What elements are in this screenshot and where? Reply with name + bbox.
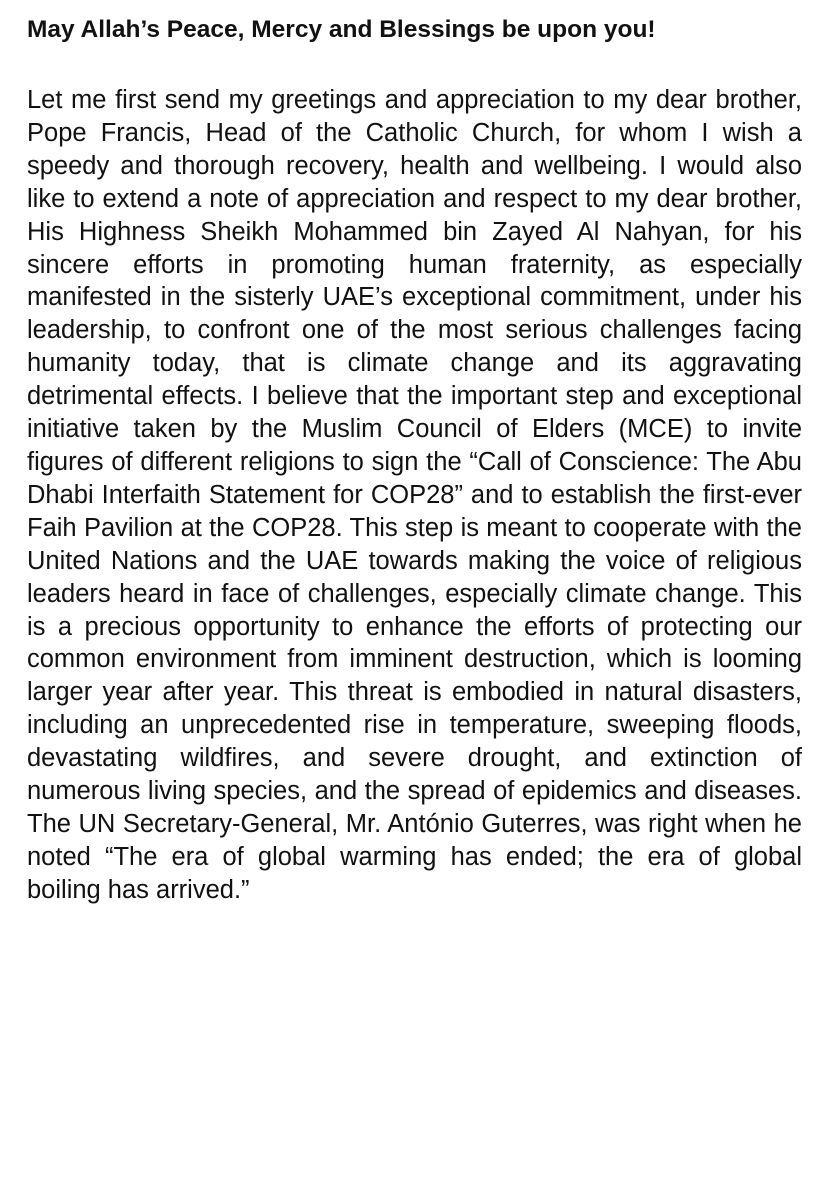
- statement-paragraph: Let me first send my greetings and appreciation to my dear brother, Pope Francis, Head of the Catholic Church, for whom I wish a speedy and thorough recovery, health and wellbeing. I would also like to extend a note of appreciation and respect to my dear brother, His Highness Sheikh Mohammed bin Zayed Al Nahyan, for his sincere efforts in promoting human fraternity, as especially manifested in the sisterly UAE’s exceptional commitment, under his leadership, to confront one of the most serious challenges facing humanity today, that is climate change and its aggravating detrimental effects. I believe that the important step and exceptional initiative taken by the Muslim Council of Elders (MCE) to invite figures of different religions to sign the “Call of Conscience: The Abu Dhabi Interfaith Statement for COP28” and to establish the first-ever Faih Pavilion at the COP28. This step is meant to cooperate with the United Nations and the UAE towards making the voice of religious leaders heard in face of challenges, especially climate change. This is a precious opportunity to enhance the efforts of protecting our common environment from imminent destruction, which is looming larger year after year. This threat is embodied in natural disasters, including an unprecedented rise in temperature, sweeping floods, devastating wildfires, and severe drought, and extinction of numerous living species, and the spread of epidemics and diseases. The UN Secretary-General, Mr. António Guterres, was right when he noted “The era of global warming has ended; the era of global boiling has arrived.”: [27, 86, 802, 904]
- greeting-heading: May Allah’s Peace, Mercy and Blessings be upon you!: [27, 16, 656, 43]
- document-page: [27, 14, 802, 907]
